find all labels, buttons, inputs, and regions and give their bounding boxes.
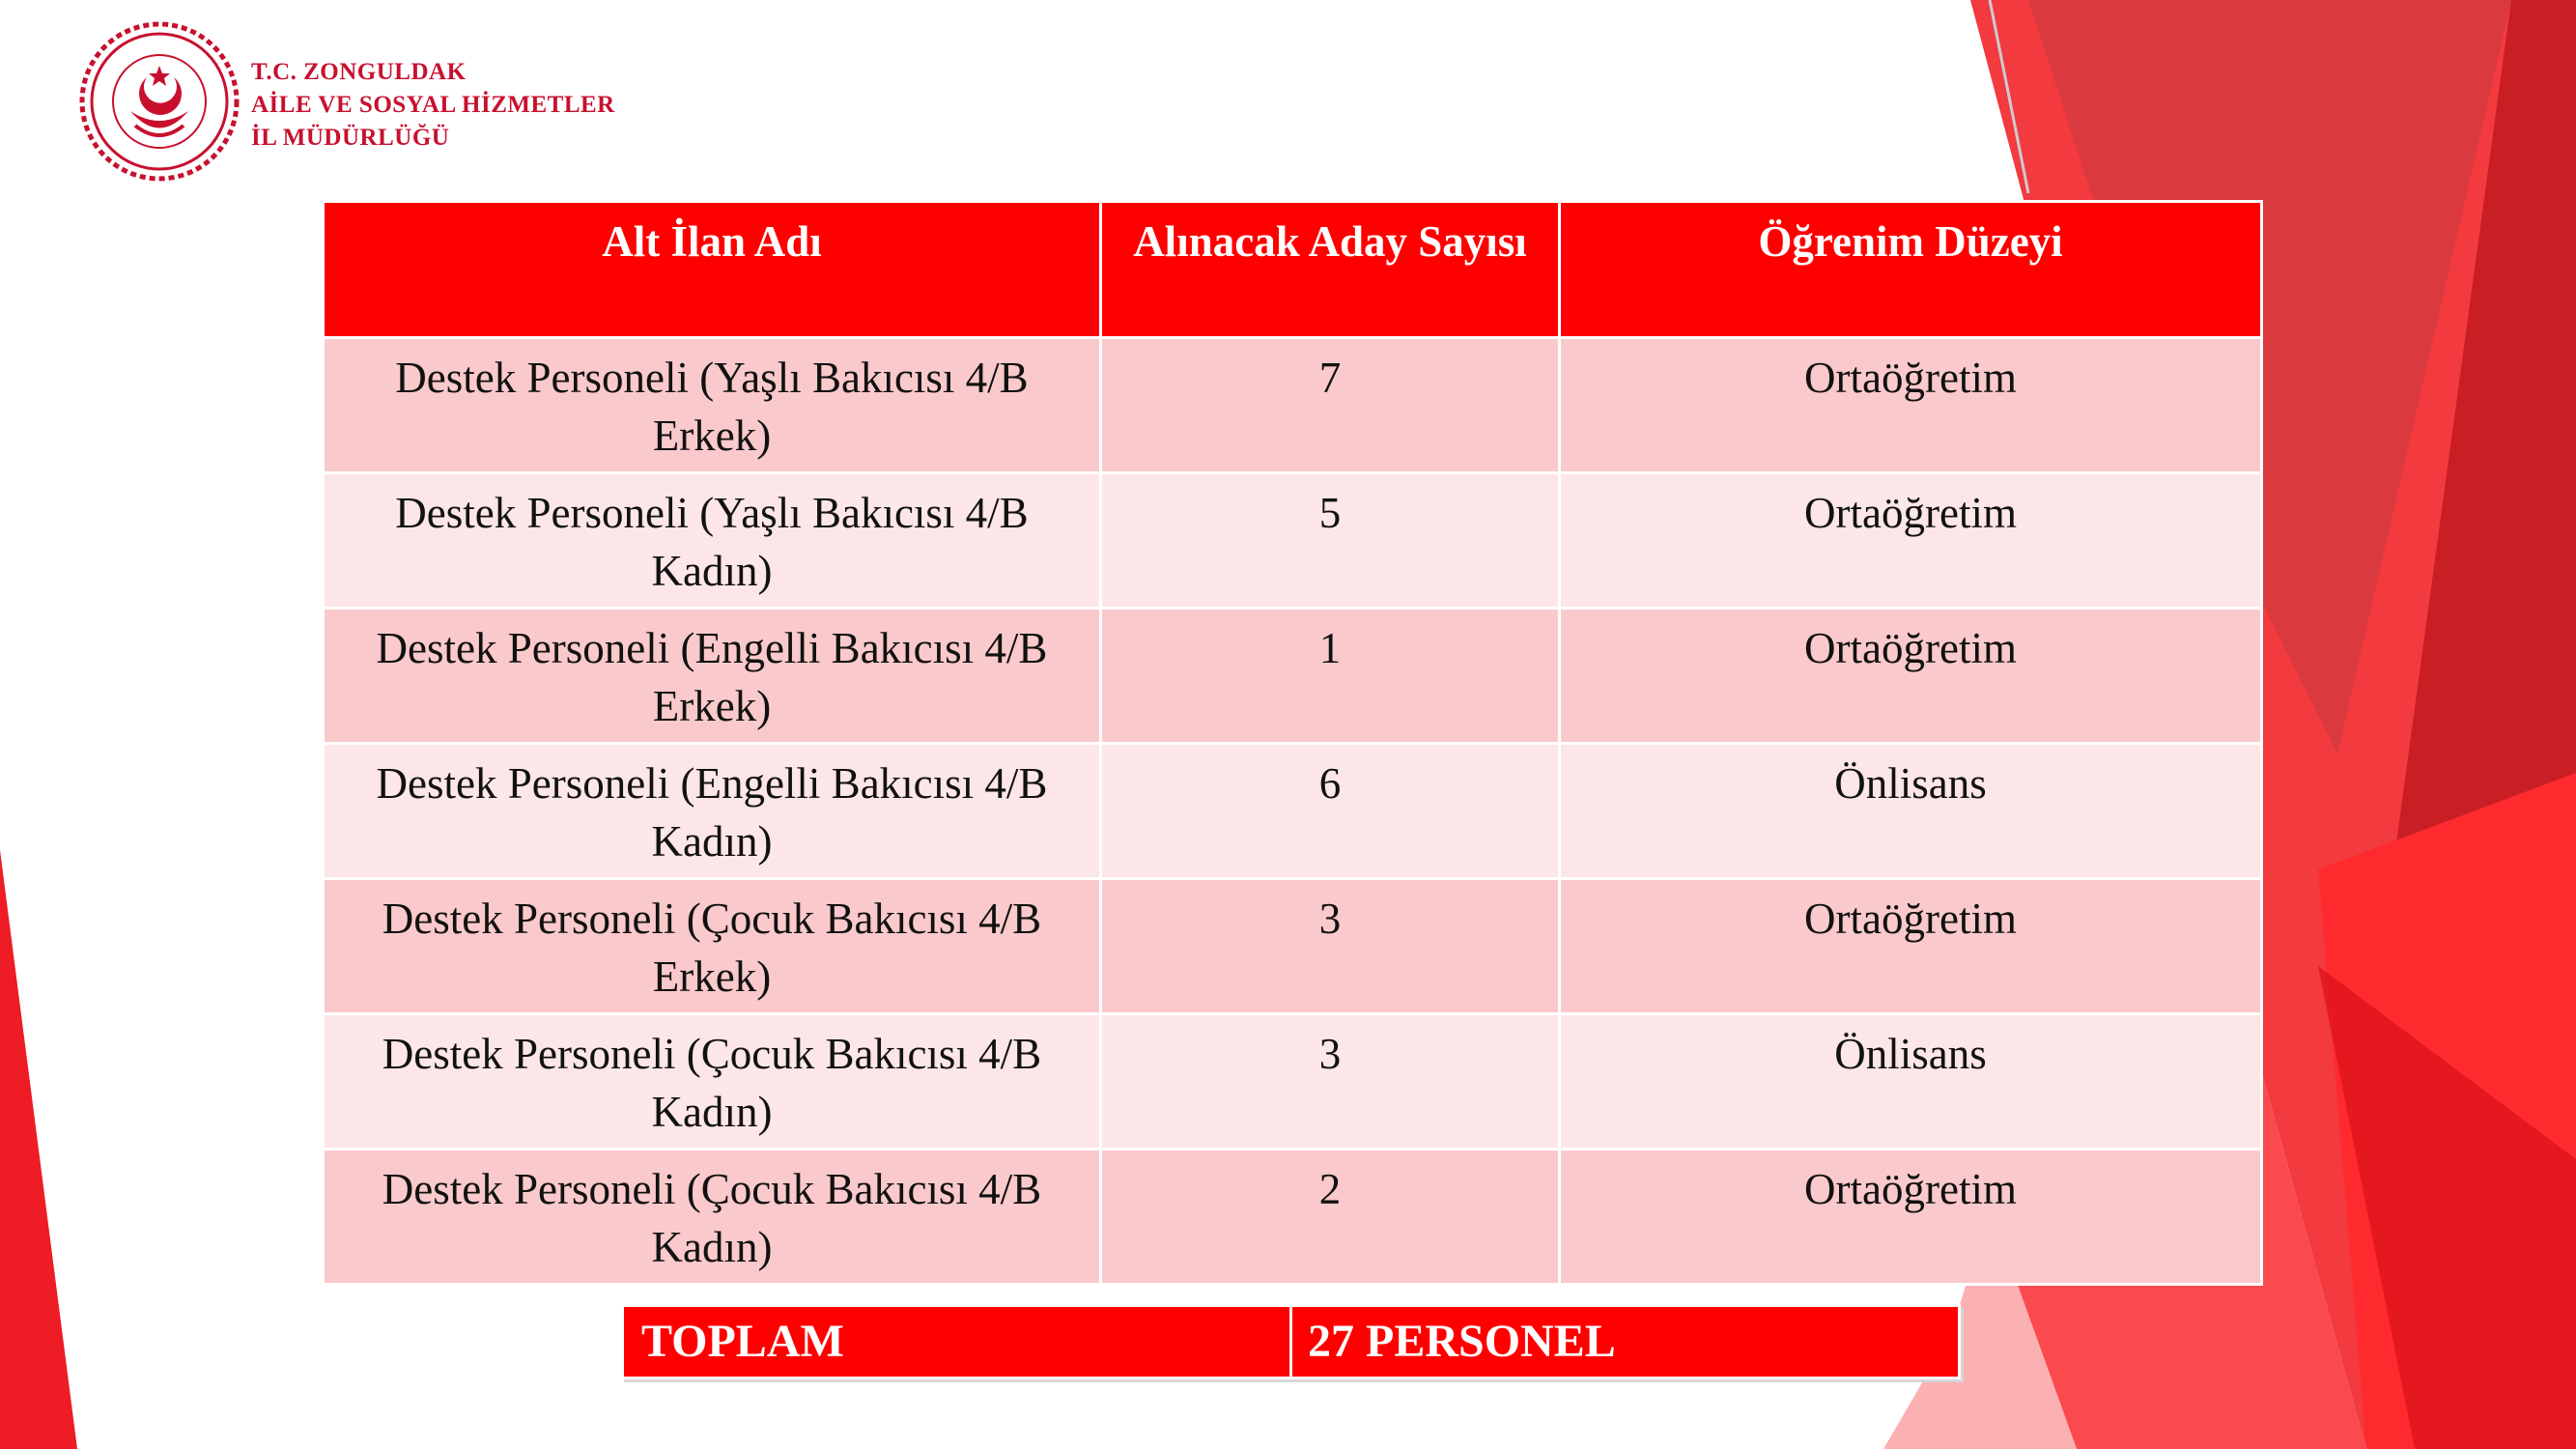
candidate-count-cell: 3 <box>1101 879 1560 1014</box>
posting-name-cell: Destek Personeli (Çocuk Bakıcısı 4/B Kadın) <box>324 1014 1101 1150</box>
candidate-count-cell: 3 <box>1101 1014 1560 1150</box>
table-row <box>324 338 2262 473</box>
candidate-count-cell: 7 <box>1101 338 1560 473</box>
org-line-1: T.C. ZONGULDAK <box>251 59 467 85</box>
posting-name-cell: Destek Personeli (Çocuk Bakıcısı 4/B Erkek) <box>324 879 1101 1014</box>
totals-label: TOPLAM <box>624 1307 1292 1377</box>
table-row <box>324 879 2262 1014</box>
candidate-count-cell: 5 <box>1101 473 1560 609</box>
education-level-cell: Önlisans <box>1560 744 2262 879</box>
education-level-cell: Ortaöğretim <box>1560 609 2262 744</box>
education-level-cell: Ortaöğretim <box>1560 1150 2262 1285</box>
posting-name-cell: Destek Personeli (Engelli Bakıcısı 4/B Erkek) <box>324 609 1101 744</box>
org-line-3: İL MÜDÜRLÜĞÜ <box>251 125 450 151</box>
posting-name-cell: Destek Personeli (Yaşlı Bakıcısı 4/B Erkek) <box>324 338 1101 473</box>
table-row <box>324 744 2262 879</box>
education-level-cell: Ortaöğretim <box>1560 473 2262 609</box>
table-row <box>324 473 2262 609</box>
education-level-cell: Önlisans <box>1560 1014 2262 1150</box>
education-level-cell: Ortaöğretim <box>1560 338 2262 473</box>
education-level-cell: Ortaöğretim <box>1560 879 2262 1014</box>
candidate-count-cell: 2 <box>1101 1150 1560 1285</box>
posting-name-cell: Destek Personeli (Engelli Bakıcısı 4/B Kadın) <box>324 744 1101 879</box>
left-red-shard <box>0 850 77 1449</box>
posting-name-cell: Destek Personeli (Çocuk Bakıcısı 4/B Kadın) <box>324 1150 1101 1285</box>
organization-name <box>251 56 831 155</box>
header-posting-name: Alt İlan Adı <box>324 202 1101 338</box>
header-education-level: Öğrenim Düzeyi <box>1560 202 2262 338</box>
table-row <box>324 609 2262 744</box>
posting-name-cell: Destek Personeli (Yaşlı Bakıcısı 4/B Kadın) <box>324 473 1101 609</box>
totals-value: 27 PERSONEL <box>1292 1307 1958 1377</box>
totals-bar <box>621 1304 1961 1379</box>
candidate-count-cell: 6 <box>1101 744 1560 879</box>
header-candidate-count: Alınacak Aday Sayısı <box>1101 202 1560 338</box>
org-line-2: AİLE VE SOSYAL HİZMETLER <box>251 92 615 118</box>
table-header-row <box>324 202 2262 338</box>
table-row <box>324 1014 2262 1150</box>
candidate-count-cell: 1 <box>1101 609 1560 744</box>
ministry-seal-icon <box>77 19 241 184</box>
job-posting-table <box>322 200 2263 1286</box>
table-row <box>324 1150 2262 1285</box>
